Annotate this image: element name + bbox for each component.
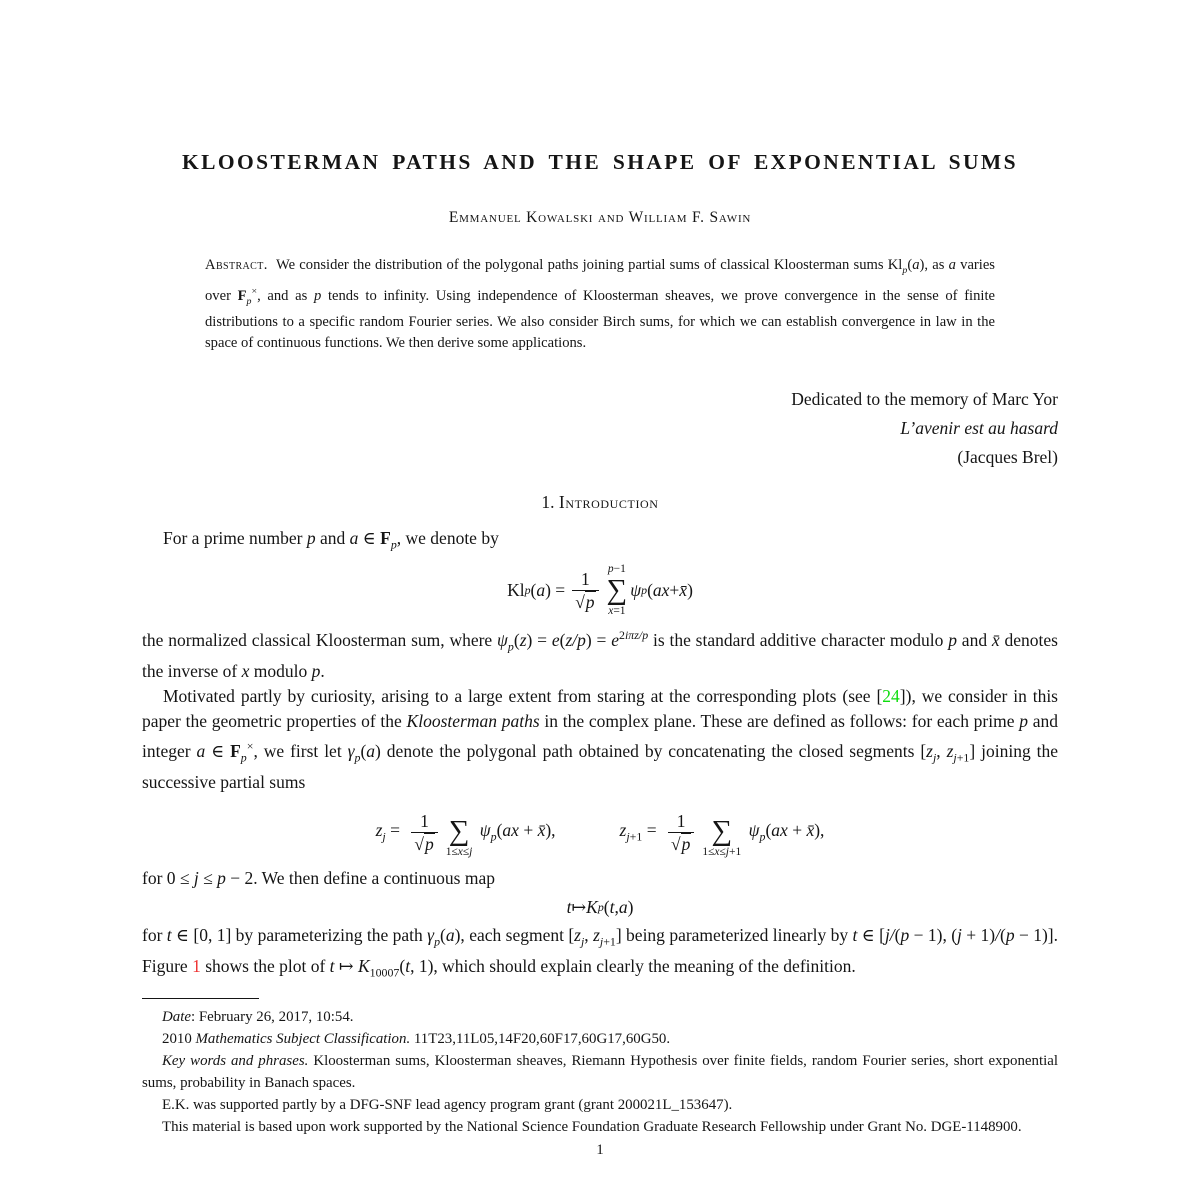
paper-authors: Emmanuel Kowalski and William F. Sawin <box>448 209 752 226</box>
figure-1-link[interactable]: 1 <box>192 956 201 977</box>
footnote-date: Date: February 26, 2017, 10:54. <box>162 1008 354 1025</box>
dedication-line3: (Jacques Brel) <box>957 446 1058 467</box>
abstract <box>205 255 995 354</box>
equation-continuous-map: t ↦ K p ( t , a ) <box>566 896 634 917</box>
dedication-line1: Dedicated to the memory of Marc Yor <box>791 388 1058 409</box>
footnote-grant-nsf: This material is based upon work supported by the National Science Foundation Graduate Research Fellowship under Grant No. DGE-1148900. <box>162 1118 1022 1135</box>
equation-zj1: $z_{j+1}$ = $\frac{1}{√p}$ ∑ 1≤x≤j+1 $\psi_p(ax$ + x̄), <box>619 810 825 858</box>
dedication <box>142 385 1058 472</box>
page-content <box>142 0 1058 1159</box>
citation-link-24[interactable]: 24 <box>882 686 900 707</box>
section-heading <box>142 492 1058 513</box>
dedication-line2: L’avenir est au hasard <box>900 417 1058 438</box>
intro-paragraph-2: the normalized classical Kloosterman sum, where $\psi_p(z) = e(z/p) = e^{2i\pi z/p}$ is the standard additive character modulo p and x̄ denotes the inverse of x modulo p. <box>142 627 1058 682</box>
equation-kloosterman-sum: Kl p ( a ) = $\frac{1}{√p}$ p−1 ∑ x=1 ψ p ( ax + x̄ ) <box>507 563 693 617</box>
abstract-label: Abstract. <box>205 257 268 273</box>
footnote-msc: 2010 Mathematics Subject Classification. 11T23,11L05,14F20,60F17,60G17,60G50. <box>162 1030 671 1047</box>
intro-paragraph-3: Motivated partly by curiosity, arising to a large extent from staring at the corresponding plots (see [24]), we consider in this paper the geometric properties of the Kloosterman paths in the complex plane. These are defined as follows: for each prime p and integer a ∈ $F_p^\times$, we first let $\gamma_p(a)$ denote the polygonal path obtained by concatenating the closed segments [$z_j$, $z_{j+1}$] joining the successive partial sums <box>142 686 1059 793</box>
footnote-block <box>142 998 1058 1138</box>
paper-title: KLOOSTERMAN PATHS AND THE SHAPE OF EXPONENTIAL SUMS <box>182 150 1018 174</box>
section-title: Introduction <box>558 491 659 512</box>
intro-paragraph-4: for 0 ≤ j ≤ p − 2. We then define a continuous map <box>142 867 495 888</box>
intro-paragraph-1: For a prime number p and a ∈ $F_p$, we denote by <box>163 527 499 552</box>
page-number: 1 <box>596 1141 604 1158</box>
abstract-body: We consider the distribution of the polygonal paths joining partial sums of classical Kloosterman sums $Kl_p(a)$, as a varies over $F_p^\times$, and as p tends to infinity. Using independence of Kloosterman sheaves, we prove convergence in the sense of finite distributions to a specific random Fourier series. We also consider Birch sums, for which we can establish convergence in law in the space of continuous functions. We then derive some applications. <box>205 257 995 351</box>
footnote-grant-ek: E.K. was supported partly by a DFG-SNF lead agency program grant (grant 200021L_153647). <box>162 1096 733 1113</box>
footnote-rule <box>142 998 259 999</box>
intro-paragraph-5: for t ∈ [0, 1] by parameterizing the path $\gamma_p(a)$, each segment [$z_j$, $z_{j+1}$] being parameterized linearly by t ∈ [j/(p − 1), (j + 1)/(p − 1)]. Figure 1 shows the plot of t ↦ $K_{10007}(t$, 1), which should explain clearly the meaning of the definition. <box>142 924 1059 980</box>
footnote-keywords: Key words and phrases. Kloosterman sums, Kloosterman sheaves, Riemann Hypothesis over finite fields, random Fourier series, short exponential sums, probability in Banach spaces. <box>142 1052 1058 1091</box>
section-number: 1. <box>541 491 555 512</box>
equation-zj: $z_j$ = $\frac{1}{√p}$ ∑ 1≤x≤j $\psi_p(ax$ + x̄), <box>375 810 556 858</box>
equation-partial-sums <box>142 804 1058 860</box>
